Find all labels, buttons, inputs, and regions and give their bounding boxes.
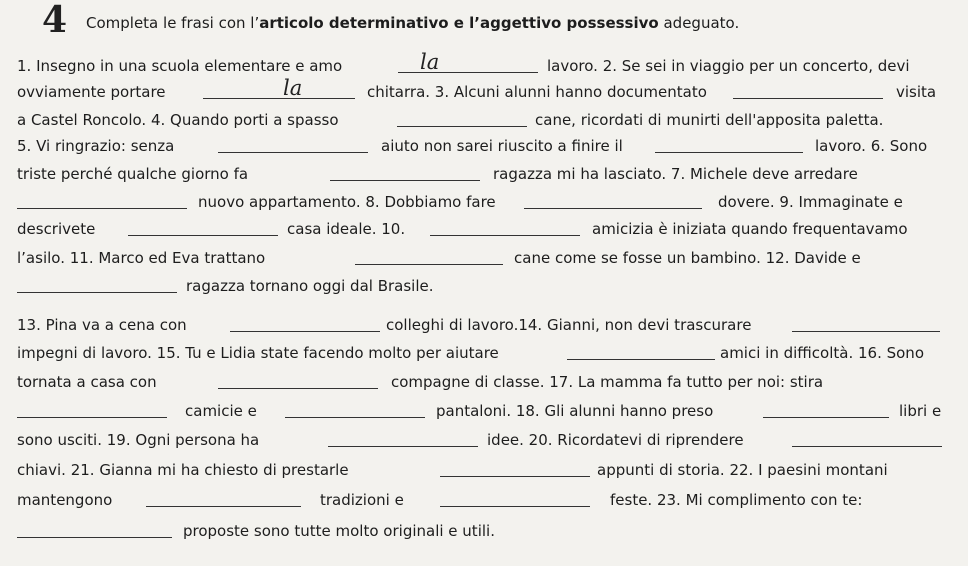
text-segment: 5. Vi ringrazio: senza [17, 137, 175, 155]
answer-blank[interactable] [218, 138, 368, 153]
answer-blank[interactable] [17, 523, 172, 538]
text-segment: nuovo appartamento. 8. Dobbiamo fare [198, 193, 496, 211]
handwritten-answer: la [283, 76, 303, 100]
text-segment: cane come se fosse un bambino. 12. Davide e [514, 249, 861, 267]
text-segment: impegni di lavoro. 15. Tu e Lidia state facendo molto per aiutare [17, 344, 499, 362]
text-segment: idee. 20. Ricordatevi di riprendere [487, 431, 744, 449]
instructions-bold: articolo determinativo e l’aggettivo possessivo [259, 14, 659, 32]
answer-blank[interactable] [17, 278, 177, 293]
answer-blank[interactable] [146, 492, 301, 507]
text-segment: lavoro. 6. Sono [815, 137, 928, 155]
text-segment: 1. Insegno in una scuola elementare e amo [17, 57, 343, 75]
answer-blank[interactable] [17, 194, 187, 209]
text-segment: chiavi. 21. Gianna mi ha chiesto di prestarle [17, 461, 349, 479]
text-segment: chitarra. 3. Alcuni alunni hanno documentato [367, 83, 707, 101]
text-segment: descrivete [17, 220, 96, 238]
answer-blank[interactable] [567, 345, 715, 360]
text-segment: tradizioni e [320, 491, 404, 509]
answer-blank[interactable] [355, 250, 503, 265]
answer-blank[interactable] [792, 432, 942, 447]
text-segment: l’asilo. 11. Marco ed Eva trattano [17, 249, 266, 267]
answer-blank[interactable] [430, 221, 580, 236]
instructions-part-1: Completa le frasi con l’ [86, 14, 260, 32]
answer-blank[interactable] [330, 166, 480, 181]
answer-blank[interactable] [285, 403, 425, 418]
text-segment: amici in difficoltà. 16. Sono [720, 344, 924, 362]
text-segment: sono usciti. 19. Ogni persona ha [17, 431, 260, 449]
text-segment: ragazza tornano oggi dal Brasile. [186, 277, 434, 295]
handwritten-answer: la [420, 50, 440, 74]
text-segment: cane, ricordati di munirti dell'apposita paletta. [535, 111, 884, 129]
text-segment: amicizia è iniziata quando frequentavamo [592, 220, 908, 238]
text-segment: tornata a casa con [17, 373, 157, 391]
answer-blank[interactable] [440, 492, 590, 507]
text-segment: colleghi di lavoro.14. Gianni, non devi trascurare [386, 316, 752, 334]
text-segment: dovere. 9. Immaginate e [718, 193, 903, 211]
text-segment: appunti di storia. 22. I paesini montani [597, 461, 888, 479]
answer-blank[interactable] [397, 112, 527, 127]
exercise-number: 4 [42, 0, 68, 41]
text-segment: camicie e [185, 402, 257, 420]
answer-blank[interactable] [792, 317, 940, 332]
text-segment: libri e [899, 402, 942, 420]
text-segment: ragazza mi ha lasciato. 7. Michele deve arredare [493, 165, 858, 183]
answer-blank[interactable] [524, 194, 702, 209]
answer-blank[interactable] [763, 403, 889, 418]
answer-blank[interactable] [230, 317, 380, 332]
answer-blank[interactable] [328, 432, 478, 447]
text-segment: casa ideale. 10. [287, 220, 406, 238]
text-segment: mantengono [17, 491, 113, 509]
answer-blank[interactable] [218, 374, 378, 389]
text-segment: aiuto non sarei riuscito a finire il [381, 137, 623, 155]
text-segment: triste perché qualche giorno fa [17, 165, 249, 183]
text-segment: pantaloni. 18. Gli alunni hanno preso [436, 402, 714, 420]
answer-blank[interactable] [203, 76, 355, 100]
answer-blank[interactable] [128, 221, 278, 236]
text-segment: visita [896, 83, 937, 101]
answer-blank[interactable] [440, 462, 590, 477]
text-segment: a Castel Roncolo. 4. Quando porti a spasso [17, 111, 339, 129]
exercise-instructions [86, 13, 739, 33]
text-segment: compagne di classe. 17. La mamma fa tutto per noi: stira [391, 373, 824, 391]
text-segment: proposte sono tutte molto originali e utili. [183, 522, 495, 540]
text-segment: lavoro. 2. Se sei in viaggio per un concerto, devi [547, 57, 910, 75]
text-segment: ovviamente portare [17, 83, 166, 101]
answer-blank[interactable] [733, 84, 883, 99]
text-segment: feste. 23. Mi complimento con te: [610, 491, 863, 509]
instructions-part-2: adeguato. [658, 14, 740, 32]
answer-blank[interactable] [398, 50, 538, 74]
answer-blank[interactable] [655, 138, 803, 153]
text-segment: 13. Pina va a cena con [17, 316, 187, 334]
answer-blank[interactable] [17, 403, 167, 418]
